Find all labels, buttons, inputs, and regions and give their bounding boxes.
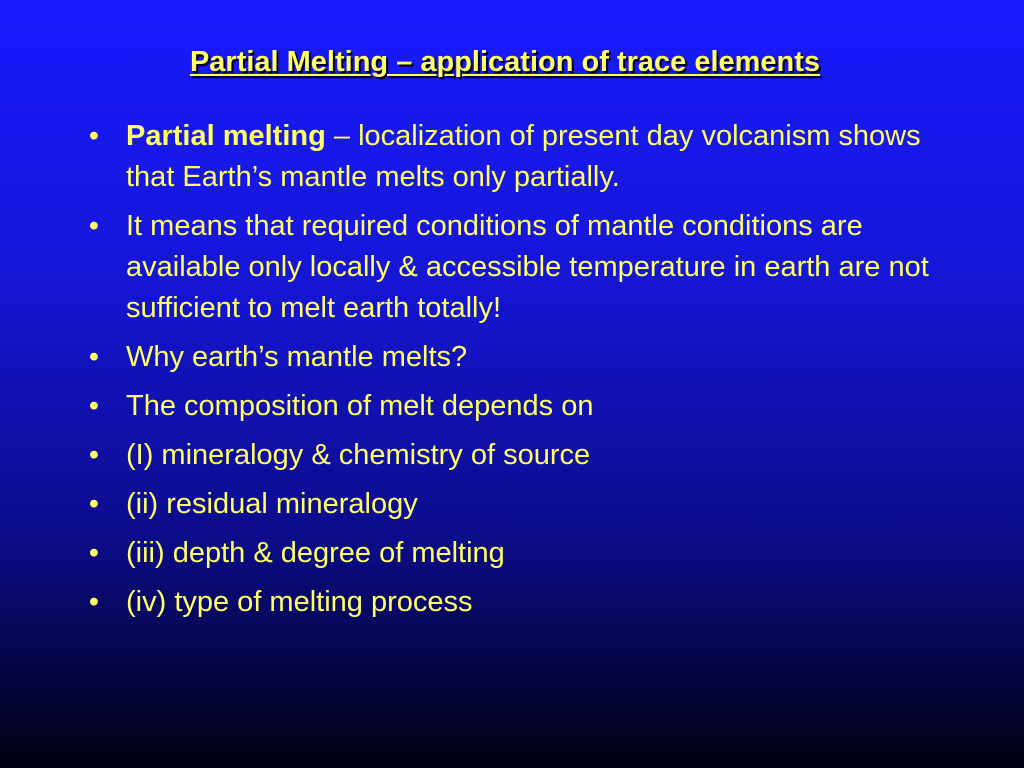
bullet-item-why-melts <box>84 337 964 378</box>
bullet-item-melting-process <box>84 582 964 623</box>
bullet-icon: • <box>88 537 100 569</box>
bullet-text: The composition of melt depends on <box>126 390 594 422</box>
bullet-icon: • <box>88 439 100 471</box>
bullet-text: (I) mineralogy & chemistry of source <box>126 439 591 471</box>
bullet-icon: • <box>88 120 100 152</box>
bullet-item-composition <box>84 386 964 427</box>
bullet-text: It means that required conditions of mantle conditions are available only locally & accessible temperature in earth are not sufficient to melt earth totally! <box>126 210 929 324</box>
bullet-icon: • <box>88 586 100 618</box>
bullet-text: (ii) residual mineralogy <box>126 488 418 520</box>
bullet-item-mineralogy-source <box>84 435 964 476</box>
bullet-icon: • <box>88 341 100 373</box>
bullet-item-partial-melting <box>84 116 964 198</box>
bullet-list <box>84 116 964 631</box>
bullet-term: Partial melting <box>126 120 326 152</box>
bullet-icon: • <box>88 210 100 242</box>
bullet-icon: • <box>88 390 100 422</box>
bullet-item-depth-degree <box>84 533 964 574</box>
bullet-icon: • <box>88 488 100 520</box>
bullet-item-residual-mineralogy <box>84 484 964 525</box>
slide-title: Partial Melting – application of trace elements <box>189 46 821 78</box>
bullet-text: (iv) type of melting process <box>126 586 473 618</box>
bullet-item-conditions <box>84 206 964 329</box>
bullet-text: – localization of present day volcanism shows that Earth’s mantle melts only partially. <box>126 120 921 193</box>
bullet-text: (iii) depth & degree of melting <box>126 537 505 569</box>
bullet-text: Why earth’s mantle melts? <box>126 341 468 373</box>
